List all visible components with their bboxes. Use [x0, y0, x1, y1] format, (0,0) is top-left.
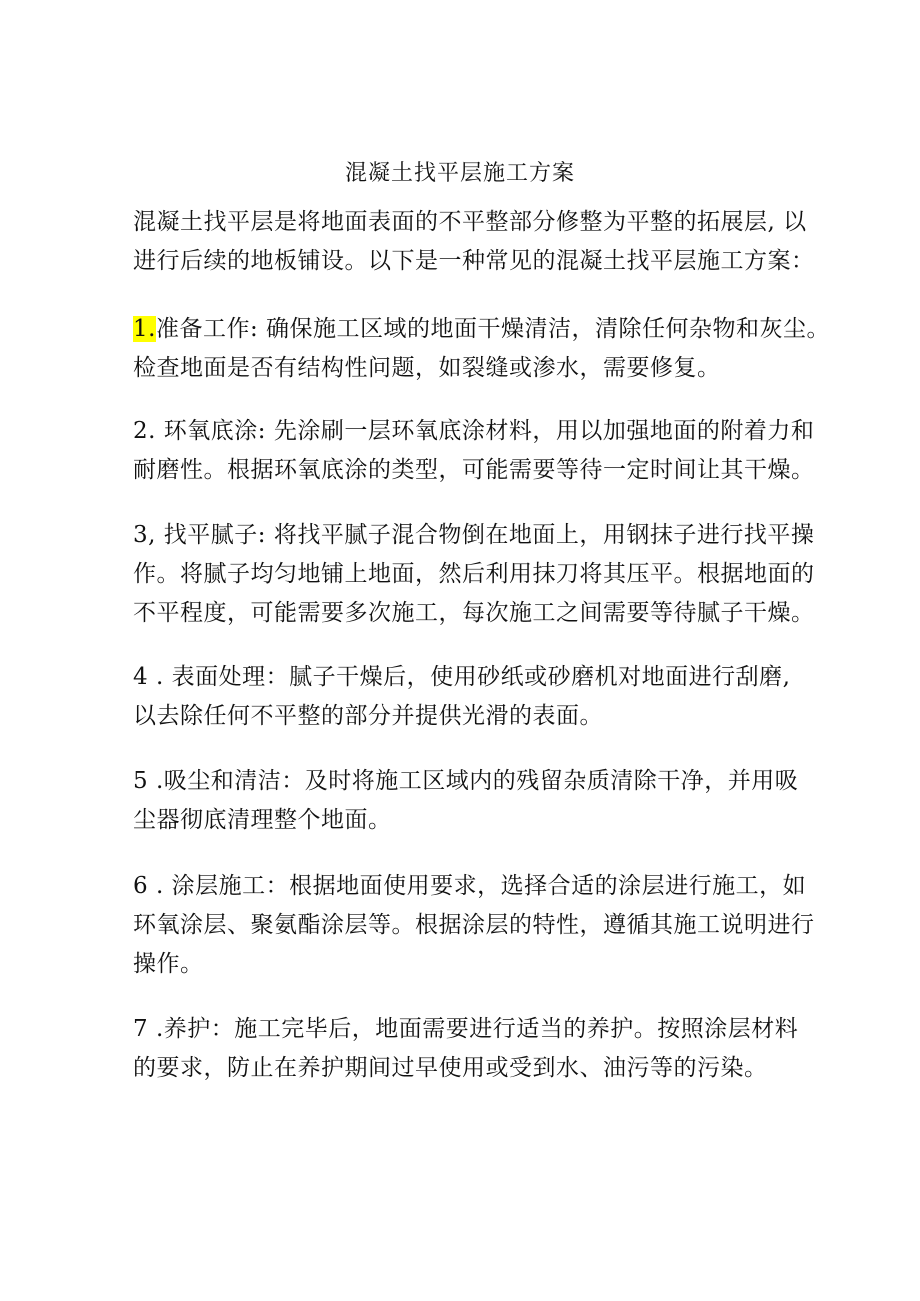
step-1-line: 检查地面是否有结构性问题，如裂缝或渗水，需要修复。 [133, 355, 721, 381]
intro-line: 进行后续的地板铺设。以下是一种常见的混凝土找平层施工方案： [133, 248, 815, 274]
step-4-line: 以去除任何不平整的部分并提供光滑的表面。 [133, 703, 603, 729]
document-title: 混凝土找平层施工方案 [344, 161, 575, 186]
step-2-line: 耐磨性。根据环氧底涂的类型，可能需要等待一定时间让其干燥。 [133, 457, 815, 483]
step-5-line: 尘器彻底清理整个地面。 [133, 807, 392, 833]
step-3-line: 不平程度，可能需要多次施工，每次施工之间需要等待腻子干燥。 [133, 600, 815, 626]
step-7-line: 的要求，防止在养护期间过早使用或受到水、油污等的污染。 [133, 1055, 768, 1081]
step-7-line: 7 .养护：施工完毕后，地面需要进行适当的养护。按照涂层材料 [133, 1016, 799, 1042]
step-4-paragraph [133, 658, 798, 736]
step-1-paragraph [133, 310, 831, 388]
step-2-line: 2. 环氧底涂: 先涂刷一层环氧底涂材料，用以加强地面的附着力和 [133, 418, 815, 444]
intro-paragraph [133, 203, 815, 281]
step-7-paragraph [133, 1010, 798, 1088]
step-2-paragraph [133, 412, 815, 490]
step-3-line: 3, 找平腻子: 将找平腻子混合物倒在地面上，用钢抹子进行找平操 [133, 522, 815, 548]
step-6-line: 6 . 涂层施工：根据地面使用要求，选择合适的涂层进行施工，如 [133, 873, 807, 899]
step-5-line: 5 .吸尘和清洁：及时将施工区域内的残留杂质清除干净，并用吸 [133, 768, 799, 794]
step-3-line: 作。将腻子均匀地铺上地面，然后利用抹刀将其压平。根据地面的 [133, 561, 815, 587]
step-4-line: 4 . 表面处理：腻子干燥后，使用砂纸或砂磨机对地面进行刮磨, [133, 664, 791, 690]
step-3-paragraph [133, 516, 815, 633]
step-5-paragraph [133, 762, 798, 840]
step-6-paragraph [133, 867, 815, 984]
step-1-text: 准备工作: 确保施工区域的地面干燥清洁，清除任何杂物和灰尘。 [155, 316, 831, 342]
step-1-line [133, 310, 831, 349]
intro-line: 混凝土找平层是将地面表面的不平整部分修整为平整的拓展层, 以 [133, 209, 807, 235]
step-6-line: 操作。 [133, 951, 204, 977]
step-1-number-highlight: 1. [133, 316, 156, 342]
step-6-line: 环氧涂层、聚氨酯涂层等。根据涂层的特性，遵循其施工说明进行 [133, 912, 815, 938]
